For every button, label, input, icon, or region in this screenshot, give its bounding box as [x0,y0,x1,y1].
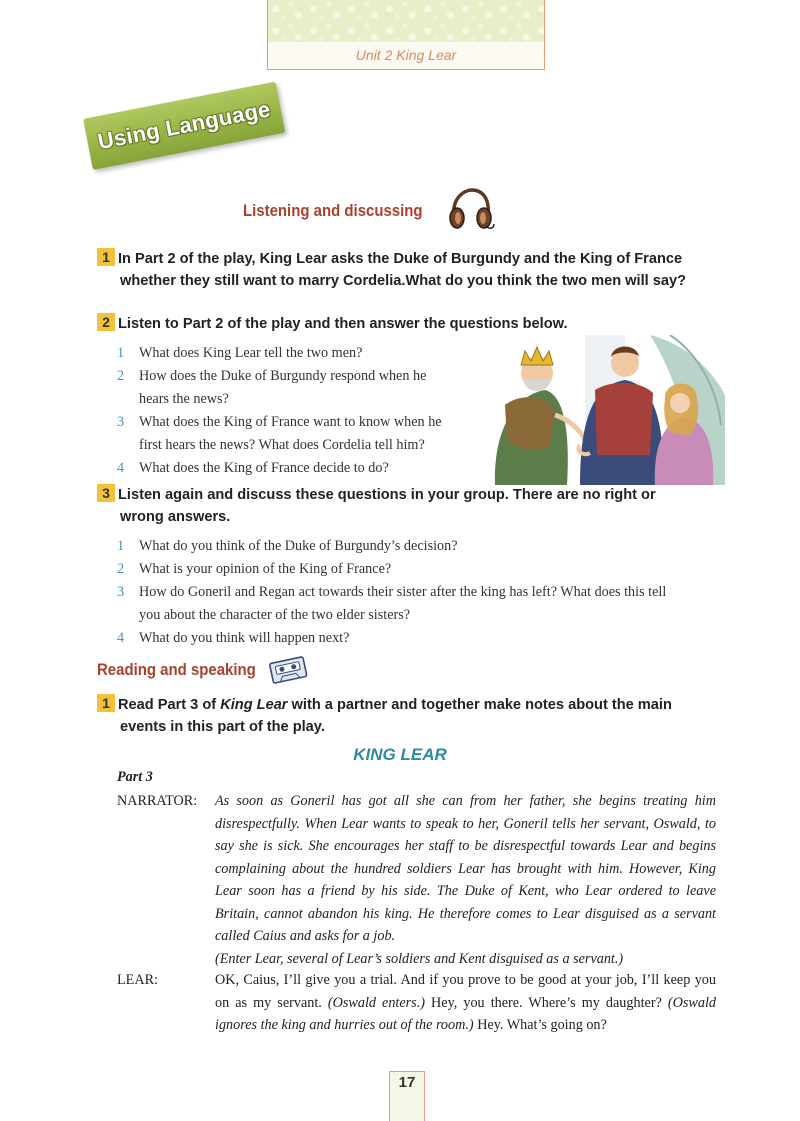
stage-direction: (Enter Lear, several of Lear’s soldiers and Kent disguised as a servant.) [215,950,624,967]
list-item: 2 How does the Duke of Burgundy respond when he hears the news? [117,368,427,407]
question-number: 2 [97,313,115,331]
list-item: 1 What do you think of the Duke of Burgundy’s decision? [117,538,458,554]
question-text: Listen to Part 2 of the play and then answer the questions below. [118,316,568,332]
speaker-narrator: NARRATOR: [117,793,198,809]
question-2-list [117,342,477,480]
lear-lines: OK, Caius, I’ll give you a trial. And if you prove to be good at your job, I’ll keep you on as my servant. (Oswald enters.) Hey, you there. Where’s my daughter? (Oswald ignores the king and hurries out of the room.) Hey. What’s going on? [215,972,717,1033]
question-text: Listen again and discuss these questions in your group. There are no right or [118,487,656,503]
question-3-list [117,535,727,650]
list-item: 3 What does the King of France want to know when he first hears the news? What does Cordelia tell him? [117,414,442,453]
list-item: 2 What is your opinion of the King of France? [117,561,392,577]
list-item: 1 What does King Lear tell the two men? [117,345,363,361]
question-3 [97,484,737,528]
question-1 [97,248,737,292]
question-text: In Part 2 of the play, King Lear asks the Duke of Burgundy and the King of France [118,251,683,267]
list-item: 4 What do you think will happen next? [117,630,350,646]
cassette-icon [268,654,308,684]
header-pattern [268,0,544,42]
narrator-text: As soon as Goneril has got all she can from her father, she begins treating him disrespectfully. When Lear wants to speak to her, Goneril tells her servant, Oswald, to say she is sick. She encourages her staff to be disrespectful towards Lear and begins complaining about the hundred soldiers Lear has brought with him. However, King Lear soon has a friend by his side. The Duke of Kent, who Lear ordered to leave Britain, cannot abandon his king. He therefore comes to Lear disguised as a servant called Caius and asks for a job. [215,793,716,944]
reading-heading: Reading and speaking [97,660,256,679]
question-2 [97,313,737,335]
question-number: 1 [97,248,115,266]
list-item: 3 How do Goneril and Regan act towards their sister after the king has left? What does this tell you about the character of the two elder sisters? [117,584,667,623]
using-language-banner [83,82,285,170]
question-text-cont: whether they still want to marry Cordelia.What do you think the two men will say? [120,273,686,289]
narrator-block [117,790,716,970]
question-number: 3 [97,484,115,502]
question-text: Read Part 3 of [118,697,221,713]
headphones-icon [446,186,496,232]
unit-title: Unit 2 King Lear [355,47,457,63]
page-number: 17 [398,1074,416,1091]
reading-question-1: 1 Read Part 3 of King Lear with a partner and together make notes about the main events in this part of the play. [97,694,737,738]
stage-direction: (Oswald enters.) [327,994,425,1011]
stage-direction: (Oswald ignores the king and hurries out of the room.) [215,994,717,1033]
question-number: 1 [97,694,115,712]
page-number-tab [389,1071,425,1121]
question-text-cont: wrong answers. [120,509,231,525]
play-title: KING LEAR [353,745,447,764]
banner-text: Using Language [95,96,273,155]
part-label: Part 3 [117,769,153,785]
king-lear-illustration [475,335,725,485]
play-name-italic: King Lear [220,697,288,713]
unit-header [267,0,545,70]
narrator-lines [215,790,716,970]
list-item: 4 What does the King of France decide to do? [117,460,389,476]
speaker-lear: LEAR: [117,972,158,988]
listening-heading: Listening and discussing [243,201,423,220]
question-text-cont: events in this part of the play. [120,719,325,735]
lear-block [117,969,716,1037]
